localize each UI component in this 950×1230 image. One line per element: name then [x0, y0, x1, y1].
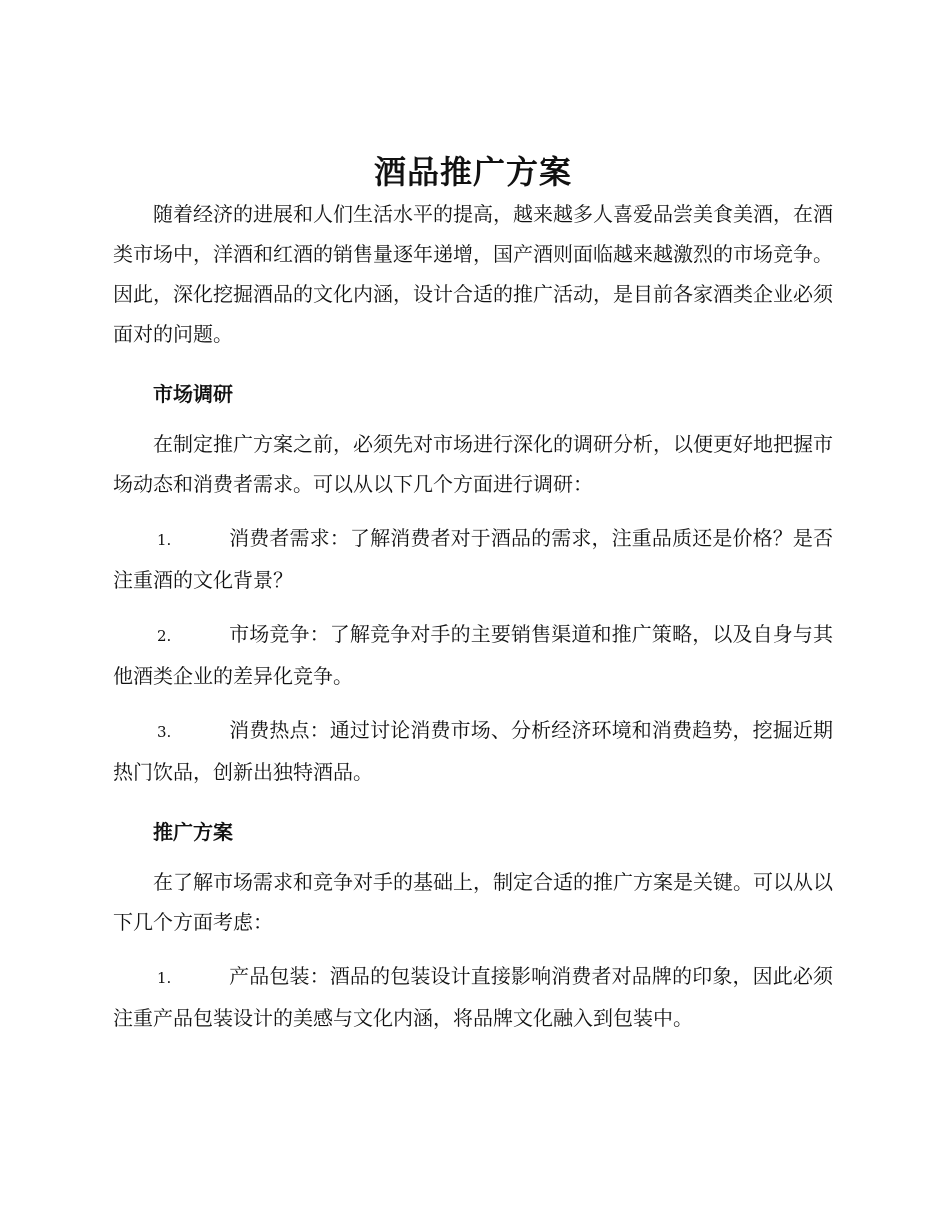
- list-text: 市场竞争：了解竞争对手的主要销售渠道和推广策略，以及自身与其他酒类企业的差异化竞争。: [113, 622, 833, 688]
- list-text: 消费者需求：了解消费者对于酒品的需求，注重品质还是价格？是否注重酒的文化背景？: [113, 526, 833, 592]
- section-paragraph: 在制定推广方案之前，必须先对市场进行深化的调研分析，以便更好地把握市场动态和消费者需求。可以从以下几个方面进行调研：: [113, 432, 833, 496]
- section-promotion-plan: [113, 812, 833, 1038]
- list-item: [113, 956, 833, 1038]
- document-page: [113, 150, 833, 1038]
- document-title: 酒品推广方案: [373, 153, 572, 191]
- numbered-list: [113, 956, 833, 1038]
- list-text: 消费热点：通过讨论消费市场、分析经济环境和消费趋势，挖掘近期热门饮品，创新出独特酒品。: [113, 718, 833, 784]
- list-number: 1.: [157, 969, 172, 987]
- intro-paragraph: 随着经济的进展和人们生活水平的提高，越来越多人喜爱品尝美食美酒，在酒类市场中，洋酒和红酒的销售量逐年递增，国产酒则面临越来越激烈的市场竞争。因此，深化挖掘酒品的文化内涵，设计合适的推广活动，是目前各家酒类企业必须面对的问题。: [113, 202, 833, 346]
- list-item: [113, 518, 833, 600]
- list-number: 3.: [157, 723, 172, 741]
- numbered-list: [113, 518, 833, 792]
- section-paragraph: 在了解市场需求和竞争对手的基础上，制定合适的推广方案是关键。可以从以下几个方面考虑：: [113, 870, 833, 934]
- list-item: [113, 614, 833, 696]
- section-heading: 市场调研: [153, 382, 233, 406]
- list-text: 产品包装：酒品的包装设计直接影响消费者对品牌的印象，因此必须注重产品包装设计的美感与文化内涵，将品牌文化融入到包装中。: [113, 964, 833, 1030]
- section-heading: 推广方案: [153, 820, 233, 844]
- section-market-research: [113, 374, 833, 792]
- list-item: [113, 710, 833, 792]
- list-number: 1.: [157, 531, 172, 549]
- list-number: 2.: [157, 627, 172, 645]
